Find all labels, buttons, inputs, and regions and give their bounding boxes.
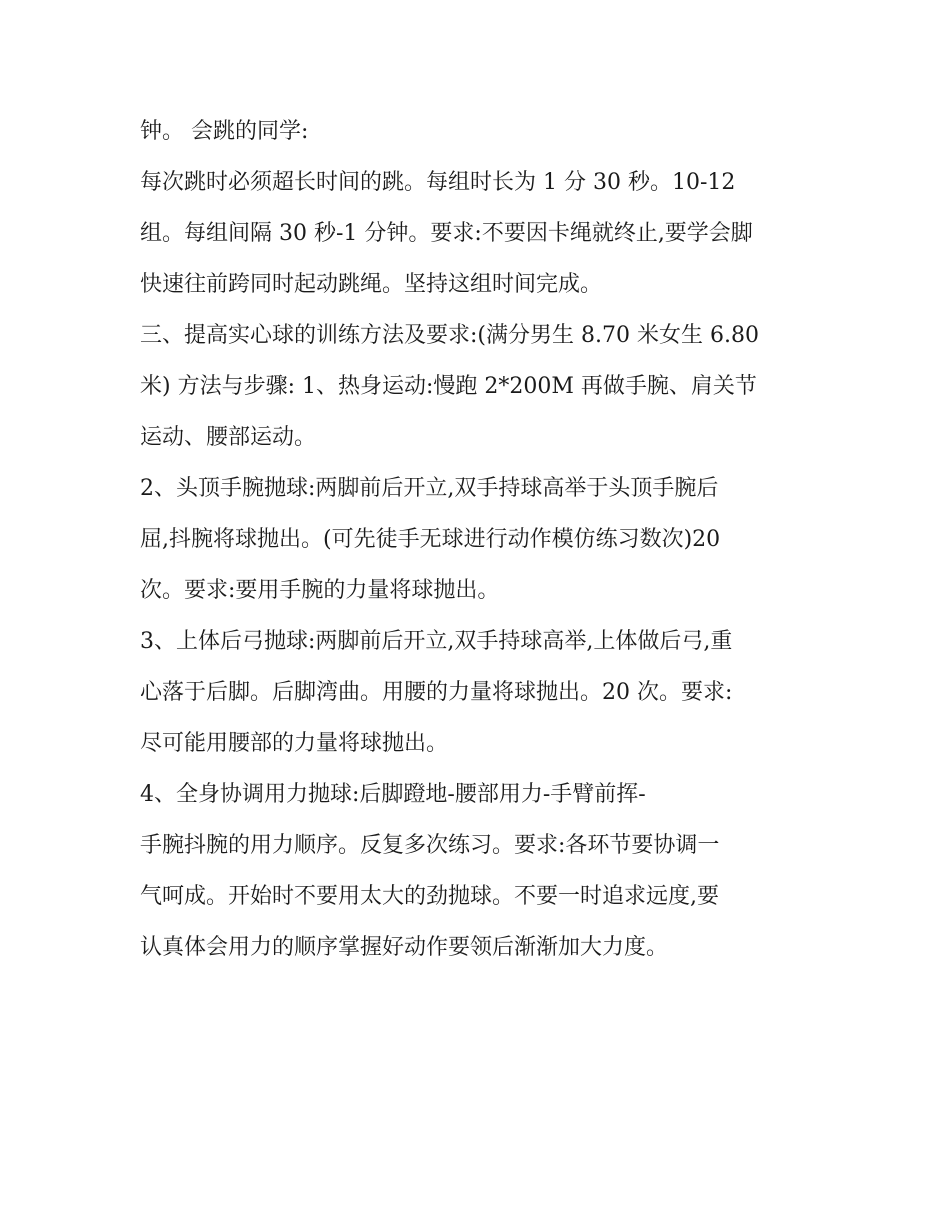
- section-heading-line: 三、提高实心球的训练方法及要求:(满分男生 8.70 米女生 6.80: [140, 323, 759, 348]
- step-4-line: 4、全身协调用力抛球:后脚蹬地-腰部用力-手臂前挥-: [140, 782, 646, 807]
- text-line: 屈,抖腕将球抛出。(可先徒手无球进行动作模仿练习数次)20: [140, 527, 721, 552]
- text-line: 钟。 会跳的同学:: [140, 119, 309, 144]
- text-line: 快速往前跨同时起动跳绳。坚持这组时间完成。: [140, 272, 603, 297]
- text-line: 心落于后脚。后脚湾曲。用腰的力量将球抛出。20 次。要求:: [140, 680, 733, 705]
- text-line: 气呵成。开始时不要用太大的劲抛球。不要一时追求远度,要: [140, 884, 719, 909]
- step-3-line: 3、上体后弓抛球:两脚前后开立,双手持球高举,上体做后弓,重: [140, 629, 733, 654]
- text-line: 认真体会用力的顺序掌握好动作要领后渐渐加大力度。: [140, 935, 669, 960]
- text-line: 每次跳时必须超长时间的跳。每组时长为 1 分 30 秒。10-12: [140, 170, 736, 195]
- text-line: 手腕抖腕的用力顺序。反复多次练习。要求:各环节要协调一: [140, 833, 720, 858]
- text-line: 组。每组间隔 30 秒-1 分钟。要求:不要因卡绳就终止,要学会脚: [140, 221, 753, 246]
- text-line: 次。要求:要用手腕的力量将球抛出。: [140, 578, 500, 603]
- document-body: [140, 106, 820, 973]
- text-line: 米) 方法与步骤: 1、热身运动:慢跑 2*200M 再做手腕、肩关节: [140, 374, 757, 399]
- text-line: 运动、腰部运动。: [140, 425, 317, 450]
- step-2-line: 2、头顶手腕抛球:两脚前后开立,双手持球高举于头顶手腕后: [140, 476, 719, 501]
- text-line: 尽可能用腰部的力量将球抛出。: [140, 731, 449, 756]
